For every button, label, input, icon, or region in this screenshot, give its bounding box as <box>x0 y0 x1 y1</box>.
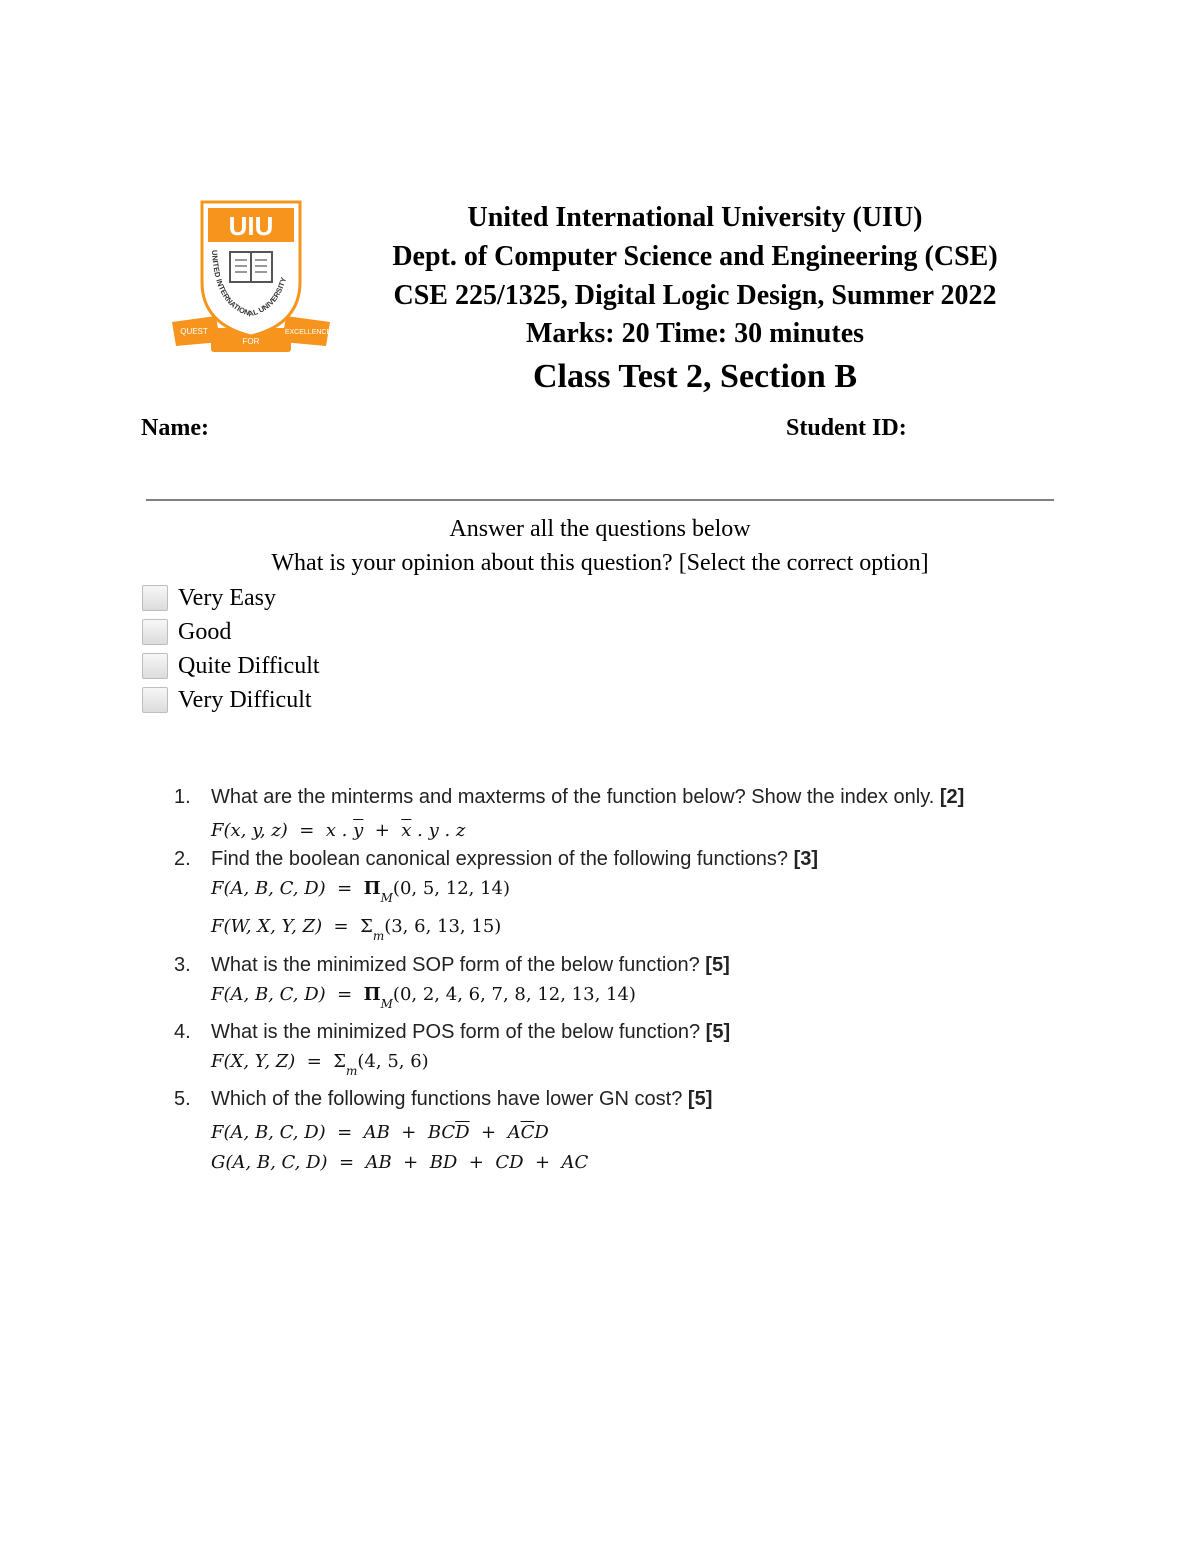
option-label: Very Easy <box>178 584 276 611</box>
logo-ribbon-center: FOR <box>242 337 260 346</box>
checkbox-icon[interactable] <box>142 653 168 679</box>
question-marks: [5] <box>687 1088 713 1110</box>
equation-q3: F(A, B, C, $D) = \Pi_M(0$, 2, 4, 6, 7, 8, 12, 13, 14) <box>211 984 636 1011</box>
name-label: Name: <box>141 415 209 441</box>
question-number: 5. <box>174 1088 191 1110</box>
question-marks: [5] <box>705 1021 731 1043</box>
university-name: United International University (UIU) <box>467 202 923 233</box>
question-text: Find the boolean canonical expression of the following functions? <box>211 848 794 870</box>
option-label: Very Difficult <box>178 686 312 713</box>
logo-ribbon-left: QUEST <box>180 327 208 336</box>
question-5 <box>174 1088 712 1111</box>
department-name: Dept. of Computer Science and Engineering (CSE) <box>392 241 998 272</box>
divider <box>146 499 1054 501</box>
equation-q4: F(X, Y, $Z) = \Sigma_m(4$, 5, 6) <box>211 1051 429 1078</box>
question-marks: [3] <box>793 848 819 870</box>
equation-q1: F(x, y, z) = x . $\overline{y} + \overline{x}$ . y . z <box>211 820 466 841</box>
option-label: Quite Difficult <box>178 652 320 679</box>
question-2 <box>174 848 818 871</box>
question-number: 3. <box>174 954 191 976</box>
logo-ribbon-right: EXCELLENCE <box>284 329 332 336</box>
question-number: 4. <box>174 1021 191 1043</box>
instruction-line-2: What is your opinion about this question? [Select the correct option] <box>271 550 929 576</box>
logo-text: UIU <box>228 211 274 241</box>
question-text: Which of the following functions have lower GN cost? <box>211 1088 688 1110</box>
question-marks: [5] <box>705 954 730 976</box>
checkbox-icon[interactable] <box>142 619 168 645</box>
equation-q2b: F(W, X, Y, $Z) = \Sigma_m(3$, 6, 13, 15) <box>211 916 502 943</box>
test-title: Class Test 2, Section B <box>533 358 857 395</box>
course-info: CSE 225/1325, Digital Logic Design, Summer 2022 <box>393 280 997 311</box>
equation-q2a: F(A, B, C, $D) = \Pi_M(0$, 5, 12, 14) <box>211 878 511 905</box>
question-marks: [2] <box>939 786 965 808</box>
question-text: What are the minterms and maxterms of the function below? Show the index only. <box>211 786 940 808</box>
equation-q5g: G(A, B, C, D) = AB + BD + CD + AC <box>211 1152 589 1173</box>
marks-time: Marks: 20 Time: 30 minutes <box>525 318 865 349</box>
option-very-easy[interactable] <box>142 582 276 614</box>
question-text: What is the minimized SOP form of the below function? <box>211 954 706 976</box>
question-4 <box>174 1021 730 1044</box>
question-number: 2. <box>174 848 191 870</box>
equation-q5f: F(A, B, C, D) = AB + $BC\overline{D} + A\overline{C}D$ <box>211 1122 549 1143</box>
question-3 <box>174 954 730 977</box>
question-number: 1. <box>174 786 191 808</box>
question-text: What is the minimized POS form of the below function? <box>211 1021 706 1043</box>
checkbox-icon[interactable] <box>142 687 168 713</box>
option-very-difficult[interactable] <box>142 684 312 716</box>
option-quite-difficult[interactable] <box>142 650 320 682</box>
instruction-line-1: Answer all the questions below <box>449 516 751 542</box>
checkbox-icon[interactable] <box>142 585 168 611</box>
option-label: Good <box>178 618 232 645</box>
question-1 <box>174 786 964 809</box>
option-good[interactable] <box>142 616 231 648</box>
logo-ring-text: UNITED INTERNATIONAL UNIVERSITY <box>209 249 289 319</box>
student-id-label: Student ID: <box>786 415 907 441</box>
uiu-logo <box>166 200 336 356</box>
